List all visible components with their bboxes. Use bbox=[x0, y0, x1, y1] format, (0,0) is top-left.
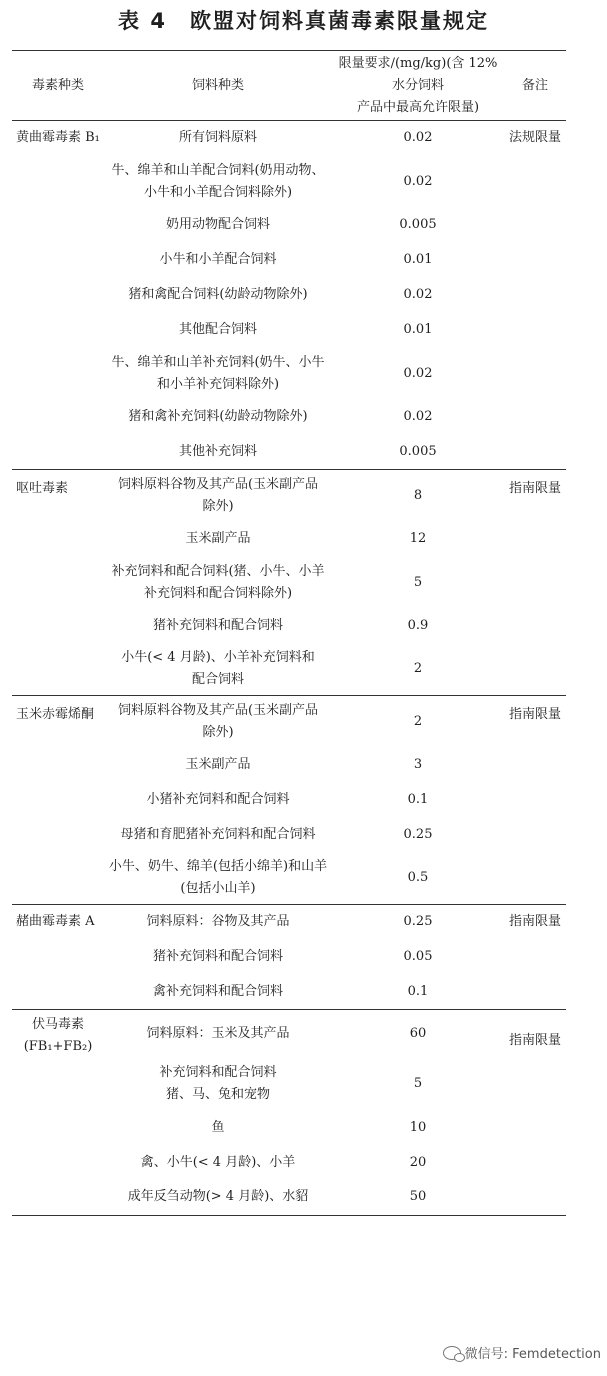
toxin-kind-label: 玉米赤霉烯酮 bbox=[16, 707, 95, 722]
feed-kind-line: 禽补充饲料和配合饲料 bbox=[152, 983, 283, 999]
table-row bbox=[12, 243, 566, 278]
feed-kind-line: 补充饲料和配合饲料除外) bbox=[143, 585, 293, 601]
feed-kind-line: 小猪补充饲料和配合饲料 bbox=[146, 792, 290, 807]
feed-kind-cell bbox=[104, 208, 332, 243]
empty-cell bbox=[12, 522, 104, 557]
empty-cell bbox=[504, 313, 566, 348]
table-row bbox=[12, 121, 566, 156]
limit-value-cell: 0.02 bbox=[403, 173, 433, 189]
limit-value-cell: 2 bbox=[413, 661, 423, 677]
empty-cell bbox=[504, 940, 566, 975]
feed-kind-cell bbox=[104, 940, 332, 975]
limit-value-cell: 5 bbox=[413, 1076, 423, 1091]
empty-cell bbox=[12, 557, 104, 609]
feed-kind-line: 鱼 bbox=[211, 1119, 225, 1135]
table-row bbox=[12, 435, 566, 470]
empty-cell bbox=[12, 1180, 104, 1215]
feed-kind-cell bbox=[104, 696, 332, 748]
table-row bbox=[12, 1058, 566, 1110]
table-row bbox=[12, 557, 566, 609]
feed-kind-cell bbox=[104, 818, 332, 853]
empty-cell bbox=[12, 1110, 104, 1145]
feed-kind-cell bbox=[104, 522, 332, 557]
table-row bbox=[12, 470, 566, 522]
toxin-kind-label: (FB₁+FB₂) bbox=[23, 1039, 93, 1054]
limit-value-cell: 0.005 bbox=[399, 443, 437, 459]
empty-cell bbox=[504, 435, 566, 470]
table-row bbox=[12, 696, 566, 748]
header-limit-line-2: 产品中最高允许限量) bbox=[356, 99, 480, 115]
empty-cell bbox=[12, 1058, 104, 1110]
limit-value-cell: 0.1 bbox=[407, 792, 429, 807]
feed-kind-line: 所有饲料原料 bbox=[178, 130, 257, 146]
note-cell: 法规限量 bbox=[508, 130, 561, 145]
empty-cell bbox=[504, 975, 566, 1010]
toxin-kind-cell bbox=[12, 905, 104, 940]
empty-cell bbox=[12, 278, 104, 313]
header-limit bbox=[332, 51, 504, 121]
empty-cell bbox=[12, 313, 104, 348]
toxin-kind-cell bbox=[12, 121, 104, 156]
table-row bbox=[12, 1110, 566, 1145]
limit-value-cell: 0.25 bbox=[403, 914, 433, 930]
toxin-kind-cell bbox=[12, 470, 104, 522]
feed-kind-cell bbox=[104, 278, 332, 313]
watermark bbox=[443, 1343, 601, 1362]
limit-value-cell: 0.02 bbox=[403, 287, 433, 302]
limit-value-cell: 2 bbox=[413, 713, 423, 729]
empty-cell bbox=[12, 748, 104, 783]
limit-value-cell: 0.01 bbox=[403, 252, 433, 267]
table-row bbox=[12, 609, 566, 644]
feed-kind-line: 猪补充饲料和配合饲料 bbox=[152, 949, 283, 964]
table-row bbox=[12, 1145, 566, 1180]
feed-kind-line: 小牛、奶牛、绵羊(包括小绵羊)和山羊 bbox=[108, 859, 328, 875]
empty-cell bbox=[504, 522, 566, 557]
limit-value-cell: 0.25 bbox=[403, 827, 433, 842]
limit-value-cell: 8 bbox=[413, 487, 423, 503]
feed-kind-cell bbox=[104, 400, 332, 435]
empty-cell bbox=[12, 400, 104, 435]
feed-kind-line: 禽、小牛(< 4 月龄)、小羊 bbox=[140, 1154, 296, 1170]
empty-cell bbox=[504, 557, 566, 609]
table-row bbox=[12, 522, 566, 557]
header-feed-kind: 饲料种类 bbox=[191, 77, 244, 93]
feed-kind-cell bbox=[104, 470, 332, 522]
feed-kind-cell bbox=[104, 121, 332, 156]
feed-kind-line: 猪补充饲料和配合饲料 bbox=[152, 618, 283, 633]
empty-cell bbox=[504, 400, 566, 435]
limit-value-cell: 3 bbox=[413, 757, 423, 772]
table-row bbox=[12, 313, 566, 348]
empty-cell bbox=[504, 156, 566, 208]
toxin-kind-label: 伏马毒素 bbox=[31, 1017, 84, 1032]
limit-value-cell: 60 bbox=[409, 1026, 427, 1041]
empty-cell bbox=[12, 348, 104, 400]
empty-cell bbox=[12, 940, 104, 975]
limit-value-cell: 10 bbox=[409, 1119, 427, 1135]
table-row bbox=[12, 940, 566, 975]
feed-kind-line: 补充饲料和配合饲料 bbox=[159, 1065, 277, 1080]
empty-cell bbox=[12, 609, 104, 644]
empty-cell bbox=[504, 278, 566, 313]
note-cell: 指南限量 bbox=[508, 1033, 561, 1048]
feed-kind-line: 和小羊补充饲料除外) bbox=[156, 376, 280, 392]
empty-cell bbox=[504, 818, 566, 853]
feed-kind-line: 玉米副产品 bbox=[185, 757, 251, 772]
table-row bbox=[12, 748, 566, 783]
feed-kind-cell bbox=[104, 783, 332, 818]
table-row bbox=[12, 853, 566, 905]
header-toxin-kind: 毒素种类 bbox=[31, 77, 84, 93]
table-row bbox=[12, 905, 566, 940]
empty-cell bbox=[12, 853, 104, 905]
feed-kind-line: 牛、绵羊和山羊补充饲料(奶牛、小牛 bbox=[111, 354, 325, 370]
feed-kind-line: (包括小山羊) bbox=[180, 881, 256, 897]
feed-kind-cell bbox=[104, 975, 332, 1010]
feed-kind-cell bbox=[104, 1145, 332, 1180]
table-row bbox=[12, 783, 566, 818]
limit-value-cell: 0.1 bbox=[407, 983, 429, 999]
feed-kind-line: 其他补充饲料 bbox=[178, 443, 257, 459]
empty-cell bbox=[504, 1058, 566, 1110]
empty-cell bbox=[12, 1145, 104, 1180]
table-row bbox=[12, 348, 566, 400]
empty-cell bbox=[504, 609, 566, 644]
feed-kind-line: 饲料原料谷物及其产品(玉米副产品 bbox=[117, 476, 319, 492]
feed-kind-line: 配合饲料 bbox=[191, 672, 244, 688]
empty-cell bbox=[504, 853, 566, 905]
mycotoxin-limit-table bbox=[12, 50, 566, 1216]
feed-kind-line: 补充饲料和配合饲料(猪、小牛、小羊 bbox=[111, 563, 325, 579]
empty-cell bbox=[12, 644, 104, 696]
table-row bbox=[12, 278, 566, 313]
empty-cell bbox=[12, 156, 104, 208]
feed-kind-line: 成年反刍动物(> 4 月龄)、水貂 bbox=[127, 1189, 309, 1205]
feed-kind-line: 猪、马、兔和宠物 bbox=[165, 1087, 270, 1102]
limit-value-cell: 0.02 bbox=[403, 130, 433, 146]
toxin-kind-label: 黄曲霉毒素 B₁ bbox=[16, 130, 100, 145]
feed-kind-cell bbox=[104, 905, 332, 940]
feed-kind-cell bbox=[104, 609, 332, 644]
note-cell: 指南限量 bbox=[508, 914, 561, 929]
toxin-kind-label: 呕吐毒素 bbox=[16, 481, 69, 496]
feed-kind-cell bbox=[104, 243, 332, 278]
empty-cell bbox=[12, 243, 104, 278]
limit-value-cell: 0.02 bbox=[403, 365, 433, 381]
table-row bbox=[12, 644, 566, 696]
empty-cell bbox=[504, 644, 566, 696]
note-cell: 指南限量 bbox=[508, 481, 561, 496]
empty-cell bbox=[12, 783, 104, 818]
feed-kind-cell bbox=[104, 156, 332, 208]
limit-value-cell: 0.005 bbox=[399, 217, 437, 232]
empty-cell bbox=[12, 818, 104, 853]
feed-kind-line: 饲料原料：谷物及其产品 bbox=[146, 914, 290, 930]
empty-cell bbox=[504, 208, 566, 243]
limit-value-cell: 0.05 bbox=[403, 949, 433, 964]
limit-value-cell: 50 bbox=[409, 1189, 427, 1205]
table-body bbox=[12, 121, 566, 1216]
feed-kind-cell bbox=[104, 1010, 332, 1059]
feed-kind-line: 牛、绵羊和山羊配合饲料(奶用动物、 bbox=[111, 162, 325, 178]
toxin-kind-label: 赭曲霉毒素 A bbox=[16, 914, 95, 929]
limit-value-cell: 0.9 bbox=[407, 618, 429, 633]
toxin-kind-cell bbox=[12, 1010, 104, 1059]
empty-cell bbox=[504, 1180, 566, 1215]
note-cell: 指南限量 bbox=[508, 707, 561, 722]
limit-value-cell: 0.01 bbox=[403, 322, 433, 337]
limit-value-cell: 12 bbox=[409, 531, 427, 546]
feed-kind-line: 小牛和小羊配合饲料 bbox=[159, 252, 277, 267]
limit-value-cell: 20 bbox=[409, 1154, 427, 1170]
table-row bbox=[12, 975, 566, 1010]
empty-cell bbox=[504, 1110, 566, 1145]
feed-kind-cell bbox=[104, 853, 332, 905]
feed-kind-cell bbox=[104, 1180, 332, 1215]
table-row bbox=[12, 818, 566, 853]
limit-value-cell: 5 bbox=[413, 574, 423, 590]
toxin-kind-cell bbox=[12, 696, 104, 748]
table-row bbox=[12, 1180, 566, 1215]
feed-kind-line: 饲料原料谷物及其产品(玉米副产品 bbox=[117, 702, 319, 718]
feed-kind-line: 除外) bbox=[202, 498, 234, 514]
empty-cell bbox=[504, 783, 566, 818]
limit-value-cell: 0.02 bbox=[403, 409, 433, 424]
empty-cell bbox=[504, 748, 566, 783]
feed-kind-line: 其他配合饲料 bbox=[178, 322, 257, 337]
empty-cell bbox=[12, 208, 104, 243]
header-limit-line-1: 限量要求/(mg/kg)(含 12%水分饲料 bbox=[338, 55, 498, 93]
feed-kind-line: 母猪和育肥猪补充饲料和配合饲料 bbox=[120, 827, 316, 842]
header-note: 备注 bbox=[521, 77, 548, 93]
watermark-text: 微信号: Femdetection bbox=[464, 1347, 601, 1362]
table-row bbox=[12, 208, 566, 243]
feed-kind-line: 小牛(< 4 月龄)、小羊补充饲料和 bbox=[121, 650, 315, 666]
table-title: 表 4 欧盟对饲料真菌毒素限量规定 bbox=[118, 9, 489, 33]
feed-kind-cell bbox=[104, 313, 332, 348]
wechat-icon bbox=[443, 1346, 461, 1360]
feed-kind-line: 小牛和小羊配合饲料除外) bbox=[143, 184, 293, 200]
feed-kind-line: 除外) bbox=[202, 724, 234, 740]
feed-kind-line: 猪和禽补充饲料(幼龄动物除外) bbox=[128, 409, 308, 424]
feed-kind-line: 奶用动物配合饲料 bbox=[165, 217, 270, 232]
empty-cell bbox=[12, 435, 104, 470]
table-row bbox=[12, 1010, 566, 1059]
feed-kind-cell bbox=[104, 644, 332, 696]
feed-kind-line: 玉米副产品 bbox=[185, 531, 251, 546]
empty-cell bbox=[504, 243, 566, 278]
feed-kind-cell bbox=[104, 557, 332, 609]
feed-kind-cell bbox=[104, 748, 332, 783]
table-row bbox=[12, 156, 566, 208]
feed-kind-cell bbox=[104, 1110, 332, 1145]
feed-kind-cell bbox=[104, 1058, 332, 1110]
feed-kind-cell bbox=[104, 348, 332, 400]
empty-cell bbox=[12, 975, 104, 1010]
feed-kind-line: 猪和禽配合饲料(幼龄动物除外) bbox=[128, 287, 308, 302]
limit-value-cell: 0.5 bbox=[407, 870, 429, 886]
feed-kind-cell bbox=[104, 435, 332, 470]
empty-cell bbox=[504, 348, 566, 400]
feed-kind-line: 饲料原料：玉米及其产品 bbox=[146, 1026, 290, 1041]
table-header bbox=[12, 51, 566, 121]
table-row bbox=[12, 400, 566, 435]
empty-cell bbox=[504, 1145, 566, 1180]
